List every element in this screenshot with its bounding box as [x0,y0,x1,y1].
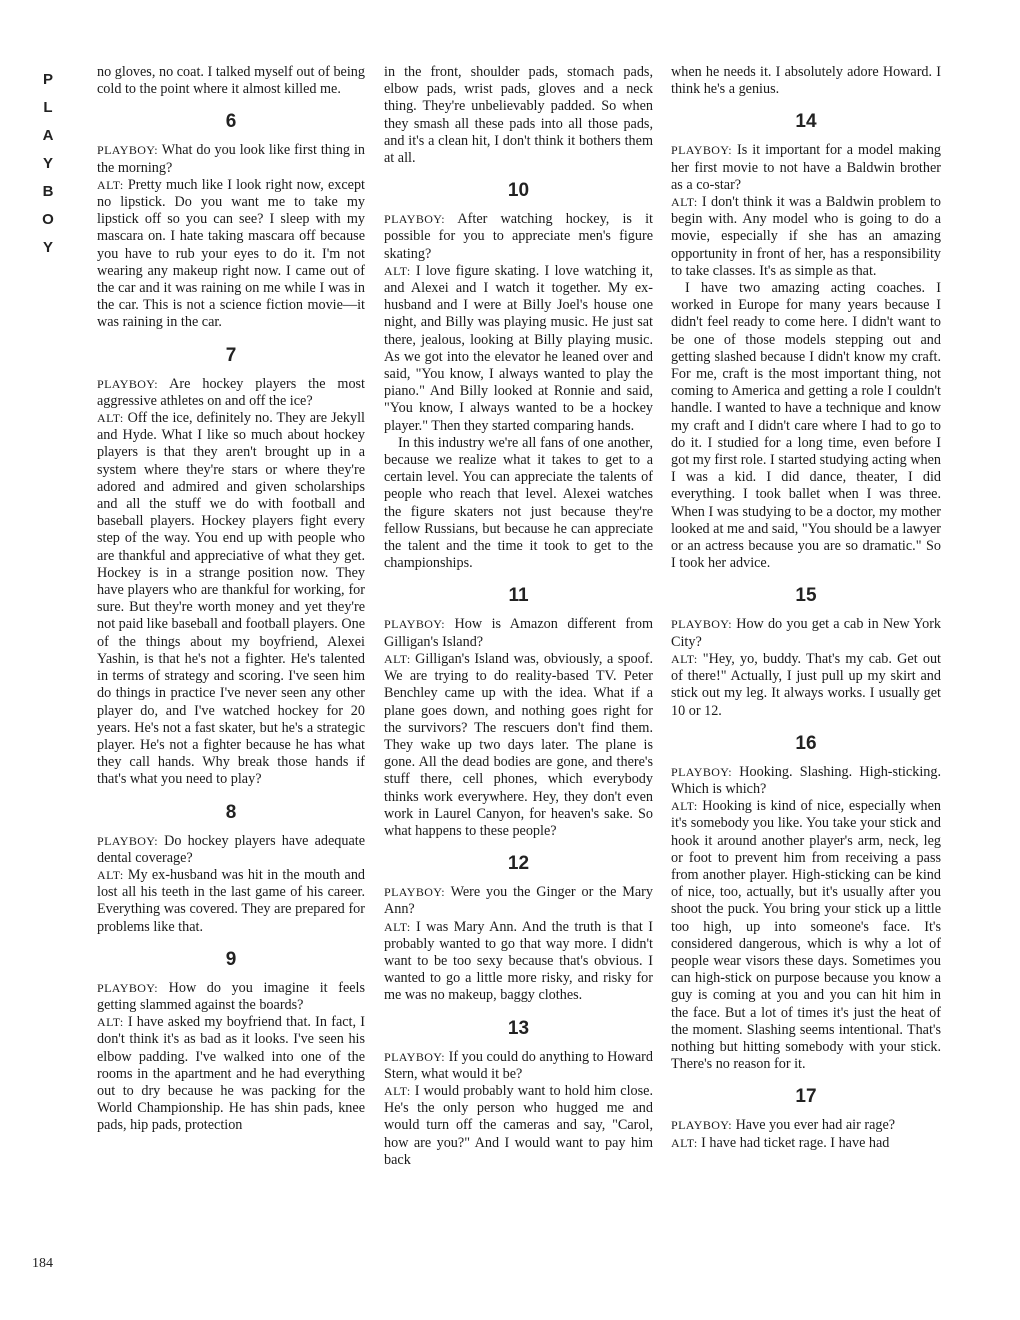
paragraph-text: Do hockey players have adequate dental coverage? [97,832,365,866]
question-number: 6 [225,111,237,133]
interview-answer [97,410,365,788]
interview-answer [97,1014,365,1134]
paragraph-text: in the front, shoulder pads, stomach pads, elbow pads, wrist pads, gloves and a neck thing. They're unbelievably padded. So when they smash all these pads into all those pads, and it's a clean hit, I don't think it bothers them at all. [384,64,653,167]
interview-answer [384,919,653,1005]
speaker-label: PLAYBOY: [97,143,159,158]
paragraph-text: I was Mary Ann. And the truth is that I probably wanted to go that way more. I didn't want to be too sexy because that's obvious. I wanted to go a little more risky, and risky for me was no makeup, baggy clothes. [384,918,653,1004]
speaker-label: ALT: [97,1015,124,1030]
paragraph [384,64,653,167]
interview-question [384,884,653,918]
question-number: 11 [508,585,529,607]
paragraph-text: Hooking. Slashing. High-sticking. Which is which? [671,763,941,797]
paragraph-text: If you could do anything to Howard Stern, what would it be? [384,1048,653,1082]
masthead-letter: O [42,211,54,228]
speaker-label: ALT: [671,799,698,814]
paragraph-text: "Hey, yo, buddy. That's my cab. Get out of there!" Actually, I just pull up my skirt and stick out my leg. It always works. I usually get 10 or 12. [671,650,941,719]
speaker-label: ALT: [384,651,411,666]
paragraph-text: I love figure skating. I love watching it, and Alexei and I watch it together. My ex-husband and I were at Billy Joel's house one night, and Billy was playing music. He just sat there, jealous, looking at Billy playing music. As we got into the elevator he leaned over and said, "You know, I always wanted to play the piano." And Billy looked at Ronnie and said, "You know, I always wanted to be a hockey player." Then they started comparing hands. [384,262,653,434]
speaker-label: PLAYBOY: [384,885,446,900]
interview-answer [384,1083,653,1169]
paragraph-text: I would probably want to hold him close. He's the only person who hugged me and would turn off the cameras and say, "Carol, how are you?" And I would want to pay him back [384,1082,653,1168]
speaker-label: ALT: [97,411,124,426]
paragraph-text: Have you ever had air rage? [735,1117,896,1134]
interview-question [384,1049,653,1083]
speaker-label: PLAYBOY: [671,764,733,779]
paragraph-text: Pretty much like I look right now, except no lipstick. Do you want me to take my lipstick off so you can see? I sleep with my mascara on. I hate taking mascara off because you have to rub your eyes to do it. I'm not wearing any makeup right now. I came out of the car and it was raining on me while I was in the car. This is not a science fiction movie—it was raining in the car. [97,176,365,331]
question-number: 17 [795,1086,817,1108]
interview-question [97,833,365,867]
interview-answer [97,177,365,332]
speaker-label: ALT: [671,651,698,666]
masthead-letter: P [42,71,53,88]
speaker-label: ALT: [671,1135,698,1150]
paragraph [671,64,941,98]
question-number: 15 [795,585,817,607]
speaker-label: PLAYBOY: [384,212,446,227]
interview-question [384,211,653,263]
paragraph-text: I have had ticket rage. I have had [701,1134,890,1151]
speaker-label: PLAYBOY: [384,1049,446,1064]
interview-answer [671,1135,941,1152]
interview-question [97,142,365,176]
paragraph-text: I have asked my boyfriend that. In fact, I don't think it's as bad as it looks. I've seen his elbow padding. I've walked into one of the rooms in the apartment and he had everything out to dry because he was packing for the World Championship. He has shin pads, knee pads, hip pads, protection [97,1014,365,1134]
speaker-label: PLAYBOY: [384,617,446,632]
interview-question [671,1117,941,1134]
interview-answer [384,263,653,435]
masthead-letter: B [42,183,54,200]
interview-question [384,616,653,650]
paragraph-text: when he needs it. I absolutely adore Howard. I think he's a genius. [671,64,941,98]
speaker-label: PLAYBOY: [97,980,159,995]
masthead-letter: A [42,127,54,144]
paragraph-text: Were you the Ginger or the Mary Ann? [384,884,653,918]
masthead-letter: Y [42,239,53,256]
interview-question [97,376,365,410]
interview-answer [671,798,941,1073]
question-number: 10 [507,180,530,202]
speaker-label: ALT: [384,263,411,278]
masthead-letter: L [43,99,53,116]
paragraph-text: Is it important for a model making her first movie to not have a Baldwin brother as a co-star? [671,142,941,193]
speaker-label: PLAYBOY: [97,376,159,391]
text-column-3 [671,64,941,1288]
interview-question [97,980,365,1014]
paragraph-text: After watching hockey, is it possible for you to appreciate men's figure skating? [384,211,653,262]
paragraph-text: How do you get a cab in New York City? [671,616,941,650]
speaker-label: PLAYBOY: [97,833,159,848]
paragraph-text: Hooking is kind of nice, especially when it's somebody you like. You take your stick and hook it around another player's arm, neck, leg or foot to prevent him from receiving a pass from another player. High-sticking can be kind of nice, too, actually, but it's usually after you shoot the puck. You bring your stick up a little too high, up into someone's face. It's considered dangerous, which is why a lot of people wear visors these days. Sometimes you can high-stick on purpose because you know a guy is coming at you and you can hit him in the face. But a lot of times it's just the heat of the moment. Slashing seems intentional. That's nothing but hitting somebody with your stick. There's no reason for it. [671,798,941,1073]
paragraph-text: Are hockey players the most aggressive athletes on and off the ice? [97,375,365,409]
question-number: 12 [507,853,530,875]
paragraph-text: How do you imagine it feels getting slammed against the boards? [97,979,365,1013]
paragraph-text: What do you look like first thing in the morning? [97,142,365,176]
paragraph-text: Gilligan's Island was, obviously, a spoof. We are trying to do reality-based TV. Peter Benchley came up with the idea. What if a plane goes down, and nothing goes right for the survivors? The rescuers don't find them. They wake up two days later. The plane is gone. All the dead bodies are gone, and there's stuff there, cell phones, which everybody thinks work everywhere. Hey, they don't even work in Laurel Canyon, for heaven's sake. So what happens to these people? [384,650,653,839]
interview-answer [97,867,365,936]
paragraph-text: I have two amazing acting coaches. I worked in Europe for many years because I didn't feel ready to come here. I didn't want to be one of those models stepping out and getting slashed because I didn't know my craft. For me, craft is the most important thing, not coming to America and getting a role I couldn't handle. I wanted to have a technique and know my craft and I didn't care where I had to go to do it. I studied for a long time, even before I got my first role. I started studying acting when I was a kid. I did dance, theater, I did everything. I took ballet when I was three. When I was studying to be a doctor, my mother looked at me and said, "You should be a lawyer or an actress because you are so dramatic." So I took her advice. [671,280,941,572]
interview-question [671,142,941,194]
interview-answer [671,651,941,720]
question-number: 14 [795,111,817,133]
paragraph-text: no gloves, no coat. I talked myself out of being cold to the point where it almost killed me. [97,64,365,98]
question-number: 7 [225,344,237,366]
speaker-label: ALT: [97,177,124,192]
text-column-1 [97,64,365,1288]
question-number: 16 [795,732,817,754]
paragraph-text: Off the ice, definitely no. They are Jekyll and Hyde. What I like so much about hockey players is that they aren't brought up in a system where they're stars or where they're adored and admired and given scholarships and all the stuff we do with football and baseball players. Hockey players fight every step of the way. You end up with people who are thankful and appreciative of what they get. Hockey is in a strange position now. They have players who are thankful for working, for sure. But they're worth money and yet they're not paid like baseball and football players. One of the things about my boyfriend, Alexei Yashin, is that he's not a fighter. He's talented in terms of strategy and scoring. I've seen him do things in practice I've never seen any other player do, and I've watched hockey for 20 years. He's not a fast skater, but he's a strategic player. He's not a fighter because he has what they call hands. Why break those hands if that's what you need to play? [97,410,365,788]
speaker-label: ALT: [97,867,124,882]
speaker-label: ALT: [384,1083,411,1098]
question-number: 13 [507,1017,530,1039]
paragraph-text: In this industry we're all fans of one another, because we realize what it takes to get to a certain level. You can appreciate the talents of people who reach that level. Alexei watches the figure skaters not just because they're fellow Russians, but because he can appreciate the talent and the time it took to get to the championships. [384,434,653,572]
speaker-label: ALT: [384,919,411,934]
interview-question [671,764,941,798]
speaker-label: PLAYBOY: [671,617,733,632]
paragraph [384,435,653,573]
playboy-vertical-masthead [36,66,60,262]
question-number: 8 [225,801,237,823]
paragraph-text: My ex-husband was hit in the mouth and lost all his teeth in the last game of his career. Everything was covered. They are prepared for problems like that. [97,866,365,935]
paragraph-text: I don't think it was a Baldwin problem to begin with. Any model who is going to do a movie, especially if she has an amazing opportunity in front of her, has a responsibility to take classes. It's as simple as that. [671,194,941,279]
masthead-letter: Y [42,155,53,172]
speaker-label: PLAYBOY: [671,143,733,158]
speaker-label: PLAYBOY: [671,1118,733,1133]
paragraph-text: How is Amazon different from Gilligan's Island? [384,616,653,650]
page-number: 184 [32,1256,53,1271]
question-number: 9 [225,948,237,970]
paragraph [671,280,941,572]
interview-question [671,616,941,650]
paragraph [97,64,365,98]
interview-answer [384,651,653,840]
interview-answer [671,194,941,280]
speaker-label: ALT: [671,195,698,210]
text-column-2 [384,64,653,1288]
